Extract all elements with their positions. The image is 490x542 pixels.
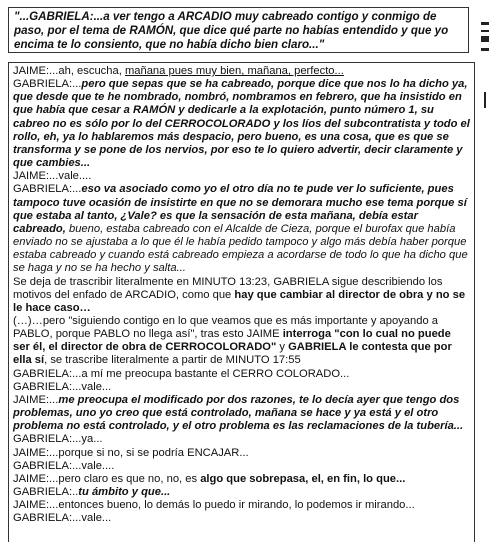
transcript-line — [13, 170, 470, 183]
quoted-excerpt-box — [8, 7, 469, 53]
transcript-segment: GABRIELA:...vale... — [13, 380, 112, 393]
transcript-segment: bueno, estaba cabreado con el Alcalde de Cieza, porque el burofax que había enviado no se ajustaba a lo que él le había pedido tampoco y algo más debía haber porque estaba cabreado y cuando está cabreado empieza a acordarse de todo lo que ha dicho que se haga y no se ha hecho y salta... — [13, 222, 468, 275]
transcript-line — [13, 460, 470, 473]
transcript-segment: JAIME:...porque si no, si se podría ENCAJAR... — [13, 446, 249, 459]
transcript-line — [13, 394, 470, 433]
transcript-segment: GABRIELA:...vale... — [13, 512, 112, 525]
transcript-line — [13, 183, 470, 275]
transcript-line — [13, 433, 470, 446]
transcript-segment: GABRIELA:... — [13, 183, 82, 196]
transcript-line — [13, 447, 470, 460]
transcript-segment: GABRIELA:... — [13, 78, 82, 91]
transcript-segment: mañana pues muy bien, mañana, perfecto... — [124, 65, 344, 77]
transcript-line — [13, 499, 470, 512]
transcript-line — [13, 65, 470, 78]
transcript-line — [13, 78, 470, 170]
transcript-line — [13, 486, 470, 499]
transcript-segment: hay que cambiar al director de obra y no se le hace caso… — [13, 288, 466, 314]
transcript-segment: pero que sepas que se ha cabreado, porque dice que nos lo ha dicho ya, que desde que te he nombrado, nombró, nombramos en febrero, que ha insistido en que había que cesar a RAMÓN y dedicarle a la explotación, punto número 1, su cabreo no es sólo por lo del CERROCOLORADO y los líos del subcontratista y todo el rollo, eh, ya lo hablaremos más despacio, pero bueno, es una cosa, que es que se transforma y se pone de los nervios, por eso te lo quiero advertir, decir claramente y que cambies... — [13, 78, 470, 170]
transcript-segment: GABRIELA le contesta que por ella sí — [13, 341, 452, 367]
transcript-line — [13, 315, 470, 368]
transcript-line — [13, 512, 470, 525]
transcript-segment: JAIME:...pero claro es que no, no, es — [13, 472, 201, 485]
margin-mark-icon — [477, 22, 490, 108]
transcript-segment: JAIME:...ah, escucha, — [13, 65, 125, 77]
transcript-segment: GABRIELA:...vale.... — [13, 459, 115, 472]
transcript-segment: tu ámbito y que... — [78, 486, 171, 498]
transcript-segment: GABRIELA:...a mí me preocupa bastante el CERRO COLORADO... — [13, 367, 350, 380]
transcript-line — [13, 473, 470, 486]
transcript-segment: JAIME:...vale.... — [13, 170, 92, 183]
transcript-segment: algo que sobrepasa, el, en fin, lo que... — [200, 472, 406, 485]
transcript-segment: GABRIELA:.. — [13, 486, 79, 498]
quoted-excerpt-text: "...GABRIELA:...a ver tengo a ARCADIO muy cabreado contigo y conmigo de paso, por el tema de RAMÓN, que dice qué parte no habías entendido y que yo encima te lo consiento, que no había dicho bien claro..." — [14, 10, 449, 51]
transcript-segment: JAIME:...entonces bueno, lo demás lo puedo ir mirando, lo podemos ir mirando... — [13, 499, 415, 512]
transcript-segment: JAIME:... — [13, 393, 59, 406]
transcript-segment: eso va asociado como yo el otro día no te pude ver lo suficiente, pues tampoco tuve ocasión de insistirte en que no se demorara mucho ese tema porque sí que estaba al tanto, ¿Vale? es que la sensación de esta mañana, debía estar cabreado, — [13, 183, 467, 235]
transcript-segment: y — [276, 341, 289, 354]
transcript-segment: interroga "con lo cual no puede ser él, el director de obra de CERROCOLORADO" — [13, 328, 451, 354]
transcript-segment: Se deja de trascribir literalmente en MINUTO 13:23, GABRIELA sigue describiendo los motivos del enfado de ARCADIO, como que — [13, 275, 443, 301]
transcript-line — [13, 368, 470, 381]
transcript-box — [8, 62, 475, 542]
transcript-segment: me preocupa el modificado por dos razones, te lo decía ayer que tengo dos problemas, uno yo creo que está controlado, mañana se hace y ya está y el otro problema no está controlado, y el otro problema es las reclamaciones de la tubería... — [13, 393, 464, 433]
transcript-line — [13, 381, 470, 394]
transcript-line — [13, 276, 470, 315]
transcript-segment: , se trascribe literalmente a partir de MINUTO 17:55 — [44, 354, 301, 367]
transcript-segment: GABRIELA:...ya... — [13, 433, 103, 446]
transcript-segment: (…)…pero "siguiendo contigo en lo que veamos que es más importante y apoyando a PABLO, porque PABLO no llega así", tras esto JAIME — [13, 314, 438, 341]
